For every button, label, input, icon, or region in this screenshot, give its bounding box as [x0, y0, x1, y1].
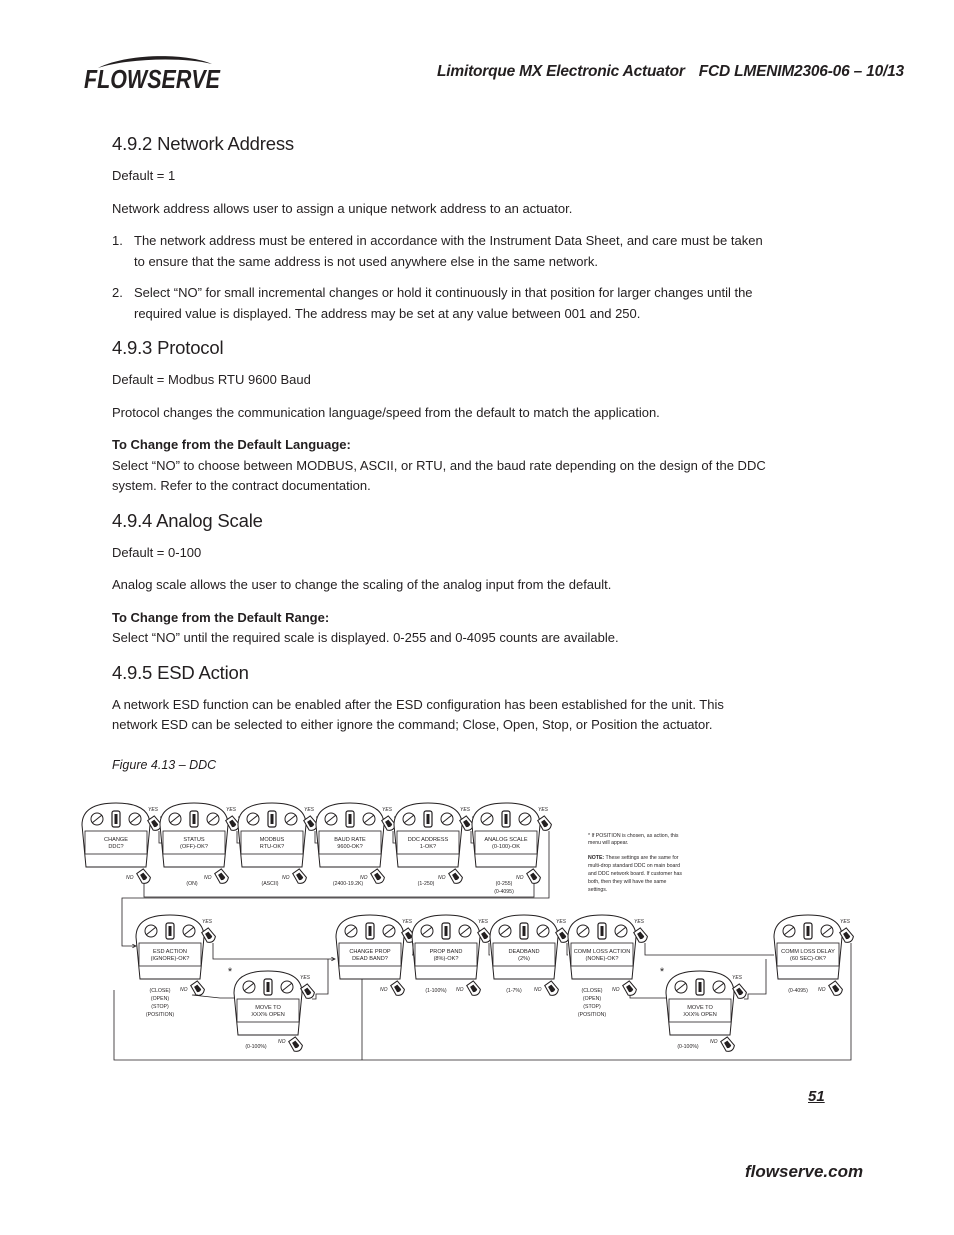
selector-knob-mark [271, 814, 274, 824]
paragraph: Select “NO” to choose between MODBUS, ASCII, or RTU, and the baud rate depending on the design of the DDC system. Refer to the contract documentation. [112, 457, 766, 493]
yes-no-label: YES [840, 919, 851, 925]
lcd-line: PROP BAND [429, 949, 463, 955]
option-range: (CLOSE) [581, 988, 603, 994]
ddc-menu-device [82, 803, 150, 867]
sub-heading: To Change from the Default Range: [112, 609, 330, 625]
position-star: * [659, 966, 665, 978]
yes-no-label: YES [402, 919, 413, 925]
note-line: and DDC network board. If customer has [588, 871, 682, 877]
yes-no-label: YES [556, 919, 567, 925]
list-text: The network address must be entered in accordance with the Instrument Data Sheet, and care must be taken to ensure that the same address is not used anywhere else in the same network. [134, 233, 763, 269]
paragraph: Network address allows user to assign a unique network address to an actuator. [112, 200, 573, 216]
lcd-line: RTU-OK? [259, 844, 285, 850]
option-range: (OPEN) [150, 996, 170, 1002]
logo-text: FLOWSERVE [84, 66, 221, 94]
option-range: (2400-19.2K) [332, 881, 364, 887]
header-doc-code: FCD LMENIM2306-06 – 10/13 [698, 63, 904, 80]
yes-no-label: YES [382, 807, 393, 813]
section-title: 4.9.4 Analog Scale [112, 509, 263, 531]
ddc-menu-device [412, 915, 480, 979]
position-star: * [227, 966, 233, 978]
yes-no-label: NO [438, 875, 446, 881]
no-button [828, 980, 844, 997]
section-analog-scale [112, 509, 772, 649]
ddc-menu-device [234, 971, 302, 1035]
figure-caption: Figure 4.13 – DDC [112, 758, 217, 772]
selector-knob-mark [445, 926, 448, 936]
note-line: multi-drop standard DDC on main board [588, 863, 680, 869]
no-button [544, 980, 560, 997]
ddc-menu-device [136, 915, 204, 979]
option-range: (0-255) [495, 881, 513, 887]
note-line: settings. [588, 887, 608, 893]
figure-note [588, 833, 682, 893]
header-title [437, 63, 904, 81]
no-button [720, 1036, 736, 1053]
yes-no-label: NO [516, 875, 524, 881]
yes-no-label: YES [202, 919, 213, 925]
option-range: (STOP) [583, 1004, 601, 1010]
yes-no-label: YES [300, 975, 311, 981]
section-title: 4.9.5 ESD Action [112, 661, 249, 683]
list-item [112, 231, 772, 272]
selector-knob-mark [807, 926, 810, 936]
yes-no-label: NO [278, 1039, 286, 1045]
yes-no-label: NO [282, 875, 290, 881]
yes-no-label: NO [456, 987, 464, 993]
note-line: NOTE: These settings are the same for [588, 855, 679, 861]
paragraph: Protocol changes the communication language/speed from the default to match the application. [112, 404, 660, 420]
lcd-line: ANALOG SCALE [484, 837, 528, 843]
paragraph: Select “NO” until the required scale is displayed. 0-255 and 0-4095 counts are available. [112, 630, 619, 645]
no-button [370, 868, 386, 885]
selector-knob-mark [193, 814, 196, 824]
option-range: (1-250) [417, 881, 435, 887]
list-number: 1. [112, 233, 123, 248]
lcd-line: (NONE)-OK? [585, 956, 619, 962]
no-button [448, 868, 464, 885]
selector-knob-mark [349, 814, 352, 824]
ddc-flow-diagram [80, 795, 860, 1070]
option-range: (ON) [186, 881, 198, 887]
lcd-line: (OFF)-OK? [180, 844, 208, 850]
ddc-menu-device [238, 803, 306, 867]
ddc-menu-device [490, 915, 558, 979]
flow-line [192, 995, 234, 998]
section-protocol [112, 336, 772, 497]
yes-button [300, 983, 316, 1000]
selector-knob-mark [267, 982, 270, 992]
option-range: (0-4095) [788, 988, 808, 994]
header-product: Limitorque MX Electronic Actuator [437, 63, 685, 80]
selector-knob-mark [601, 926, 604, 936]
list-number: 2. [112, 285, 123, 300]
lcd-line: DEADBAND [508, 949, 540, 955]
selector-knob-mark [169, 926, 172, 936]
flow-line [630, 995, 666, 998]
lcd-line: MOVE TO [687, 1005, 713, 1011]
ddc-menu-device [336, 915, 404, 979]
list-text: Select “NO” for small incremental changes or hold it continuously in that position for larger changes until the required value is displayed. The address may be set at any value between 001 and 250. [134, 285, 753, 321]
list-item [112, 283, 772, 324]
yes-no-label: YES [634, 919, 645, 925]
lcd-line: XXX% OPEN [683, 1012, 717, 1018]
lcd-line: COMM LOSS DELAY [781, 949, 835, 955]
note-line: menu will appear. [588, 840, 629, 846]
selector-knob-mark [115, 814, 118, 824]
no-button [214, 868, 230, 885]
flow-line [114, 943, 851, 1060]
default-value: Default = 1 [112, 168, 176, 183]
option-range: (1-7%) [506, 988, 522, 994]
note-line: * If POSITION is chosen, as action, this [588, 833, 679, 839]
yes-no-label: NO [534, 987, 542, 993]
lcd-line: CHANGE [104, 837, 128, 843]
yes-no-label: NO [204, 875, 212, 881]
default-value: Default = 0-100 [112, 544, 202, 560]
lcd-line: MOVE TO [255, 1005, 281, 1011]
lcd-line: (IGNORE)-OK? [150, 956, 190, 962]
option-range: (POSITION) [577, 1012, 607, 1018]
selector-knob-mark [427, 814, 430, 824]
selector-knob-mark [523, 926, 526, 936]
option-range: (0-100%) [245, 1044, 267, 1050]
yes-no-label: NO [380, 987, 388, 993]
yes-no-label: YES [538, 807, 549, 813]
flow-line [744, 959, 766, 999]
flowserve-logo [84, 52, 224, 94]
lcd-line: MODBUS [259, 837, 285, 843]
lcd-line: DDC ADDRESS [407, 837, 449, 843]
lcd-line: STATUS [183, 837, 205, 843]
page-number: 51 [808, 1088, 825, 1105]
ddc-menu-device [394, 803, 462, 867]
yes-no-label: YES [226, 807, 237, 813]
numbered-list [112, 231, 772, 324]
lcd-line: 1-OK? [419, 844, 437, 850]
ddc-menu-device [666, 971, 734, 1035]
option-range: (POSITION) [145, 1012, 175, 1018]
no-button [466, 980, 482, 997]
content [112, 132, 772, 748]
ddc-menu-device [774, 915, 842, 979]
lcd-line: XXX% OPEN [251, 1012, 285, 1018]
no-button [526, 868, 542, 885]
lcd-line: 9600-OK? [337, 844, 363, 850]
yes-no-label: NO [360, 875, 368, 881]
yes-no-label: NO [612, 987, 620, 993]
option-range: (STOP) [151, 1004, 169, 1010]
option-range: (0-100%) [677, 1044, 699, 1050]
section-title: 4.9.3 Protocol [112, 337, 224, 358]
no-button [288, 1036, 304, 1053]
section-title: 4.9.2 Network Address [112, 133, 294, 154]
option-range: (CLOSE) [149, 988, 171, 994]
footer-site: flowserve.com [745, 1162, 864, 1181]
yes-no-label: YES [304, 807, 315, 813]
no-button [292, 868, 308, 885]
ddc-menu-device [472, 803, 540, 867]
option-range: (OPEN) [582, 996, 602, 1002]
lcd-line: BAUD RATE [334, 837, 366, 843]
ddc-menu-device [568, 915, 636, 979]
yes-no-label: YES [148, 807, 159, 813]
lcd-line: (60 SEC)-OK? [789, 956, 827, 962]
selector-knob-mark [369, 926, 372, 936]
selector-knob-mark [505, 814, 508, 824]
note-line: both, then they will have the same [588, 879, 667, 885]
lcd-line: (2%) [518, 956, 530, 962]
flow-line [489, 943, 490, 955]
ddc-menu-device [160, 803, 228, 867]
lcd-line: DDC? [108, 844, 124, 850]
flow-line [645, 943, 774, 955]
no-button [622, 980, 638, 997]
paragraph: Analog scale allows the user to change the scaling of the analog input from the default. [112, 577, 612, 592]
yes-no-label: YES [460, 807, 471, 813]
section-network-address [112, 132, 772, 324]
no-button [390, 980, 406, 997]
yes-no-label: YES [732, 975, 743, 981]
yes-button [732, 983, 748, 1000]
lcd-line: CHANGE PROP [349, 949, 391, 955]
no-button [136, 868, 152, 885]
flow-line [567, 943, 568, 955]
lcd-line: (8%)-OK? [433, 956, 459, 962]
flow-line [213, 943, 335, 959]
option-range: (1-100%) [425, 988, 447, 994]
default-value: Default = Modbus RTU 9600 Baud [112, 372, 311, 387]
yes-no-label: YES [478, 919, 489, 925]
option-range: (ASCII) [261, 881, 279, 887]
paragraph: A network ESD function can be enabled after the ESD configuration has been established for the unit. This network ESD can be selected to either ignore the command; Close, Open, Stop, or Position the actuator. [112, 696, 724, 732]
yes-no-label: NO [710, 1039, 718, 1045]
option-range: (0-4095) [494, 889, 514, 895]
section-esd-action [112, 661, 772, 736]
lcd-line: (0-100)-OK [492, 844, 520, 850]
ddc-menu-device [316, 803, 384, 867]
lcd-line: COMM LOSS ACTION [573, 949, 631, 955]
yes-no-label: NO [180, 987, 188, 993]
lcd-line: ESD ACTION [153, 949, 187, 955]
lcd-line: DEAD BAND? [352, 956, 388, 962]
sub-heading: To Change from the Default Language: [112, 437, 351, 452]
yes-no-label: NO [126, 875, 134, 881]
selector-knob-mark [699, 982, 702, 992]
yes-no-label: NO [818, 987, 826, 993]
